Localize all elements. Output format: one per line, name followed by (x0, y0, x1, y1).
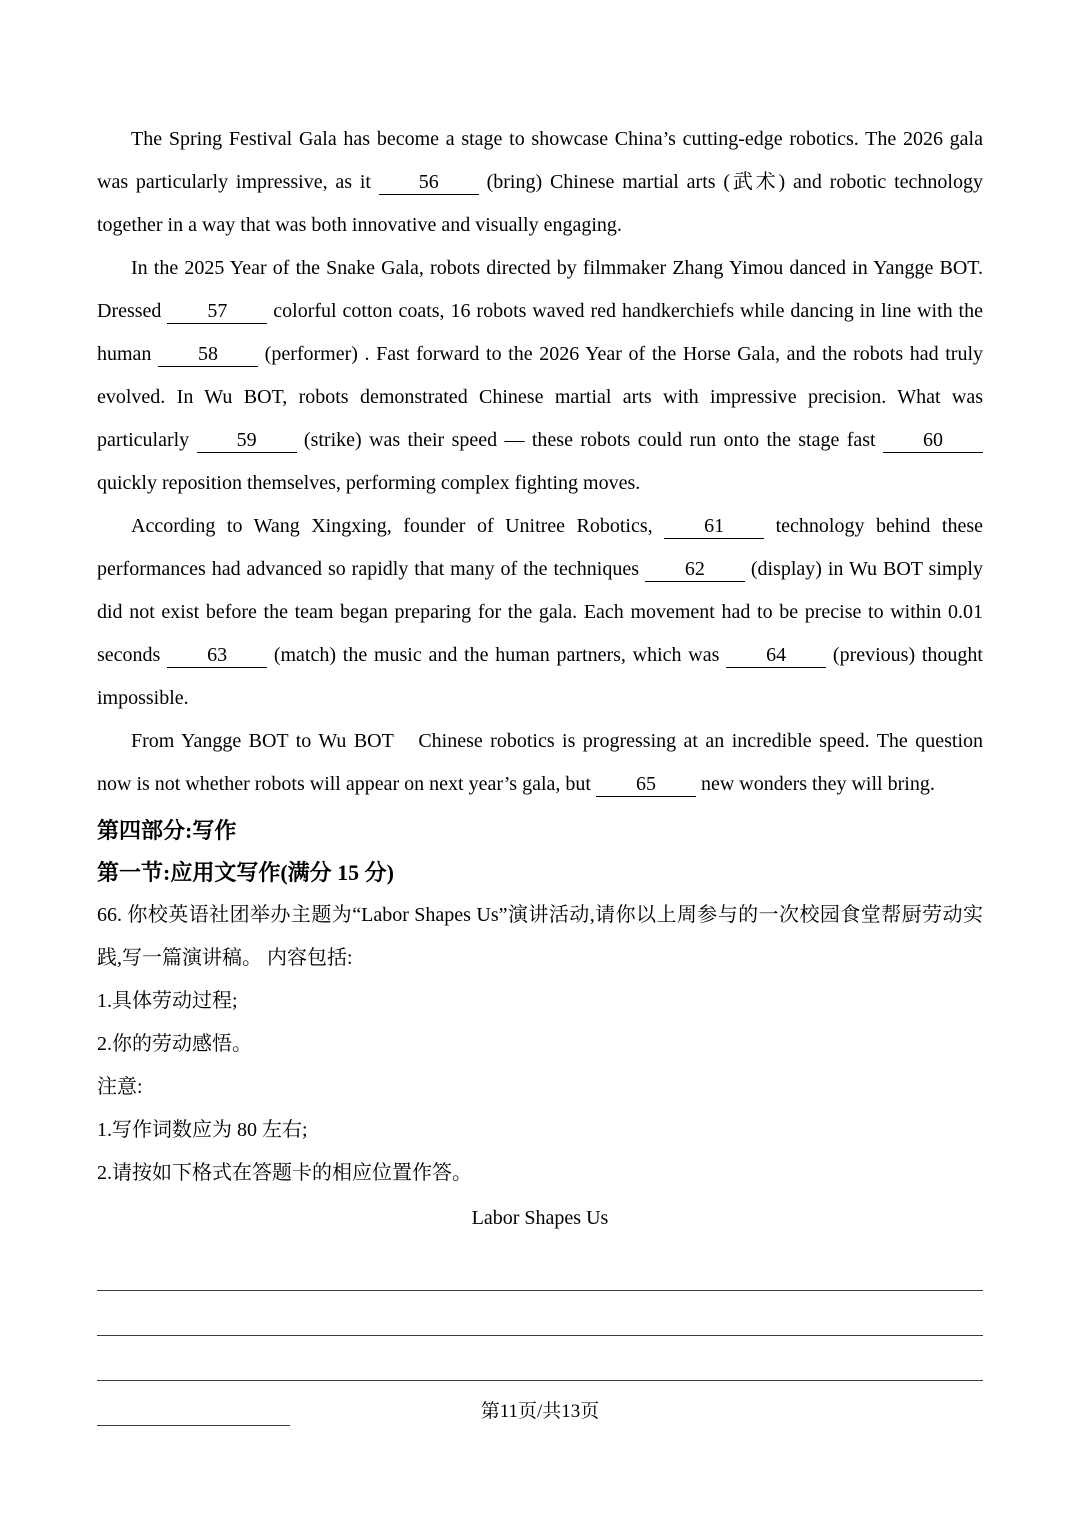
passage-text: (match) the music and the human partners, which was (267, 644, 727, 666)
passage-text: new wonders they will bring. (695, 773, 935, 795)
prompt-line: 66. 你校英语社团举办主题为“Labor Shapes Us”演讲活动,请你以上周参与的一次校园食堂帮厨劳动实践,写一篇演讲稿。 内容包括: (97, 904, 983, 969)
passage-text: colorful cotton coats, 16 robots waved red handkerchiefs while dancing in line with the human (97, 300, 983, 365)
blank-57: 57 (167, 299, 267, 324)
passage-paragraph (97, 118, 983, 247)
passage-text: (previous) thought impossible. (97, 644, 983, 709)
page-footer: 第11页/共13页 (480, 1401, 600, 1422)
answer-line (97, 1336, 983, 1381)
passage-text: (performer) . Fast forward to the 2026 Year of the Horse Gala, and the robots had truly evolved. In Wu BOT, robots demonstrated Chinese martial arts with impressive precision. What was particularly (97, 343, 983, 451)
section-heading: 第一节:应用文写作(满分 15 分) (97, 860, 394, 885)
passage-text: According to Wang Xingxing, founder of Unitree Robotics, (131, 515, 665, 537)
passage-paragraph (97, 505, 983, 720)
blank-58: 58 (158, 342, 258, 367)
blank-64: 64 (726, 643, 826, 668)
prompt-line: 1.具体劳动过程; (97, 990, 238, 1012)
answer-line (97, 1246, 983, 1291)
blank-56: 56 (379, 170, 479, 195)
passage-text: (strike) was their speed — these robots could run onto the stage fast (296, 429, 883, 451)
passage-text: From Yangge BOT to Wu BOT Chinese robotics is progressing at an incredible speed. The question now is not whether robots will appear on next year’s gala, but (97, 730, 983, 795)
writing-prompt (97, 894, 983, 1195)
prompt-line: 1.写作词数应为 80 左右; (97, 1119, 308, 1141)
answer-line (97, 1291, 983, 1336)
blank-61: 61 (664, 514, 764, 539)
blank-63: 63 (167, 643, 267, 668)
passage-paragraph (97, 720, 983, 806)
prompt-line: 注意: (97, 1076, 143, 1098)
passage-text: technology behind these performances had advanced so rapidly that many of the techniques (97, 515, 983, 580)
passage-paragraph (97, 247, 983, 505)
prompt-line: 2.你的劳动感悟。 (97, 1033, 252, 1055)
passage-text: (bring) Chinese martial arts (武术) and robotic technology together in a way that was both innovative and visually engaging. (97, 171, 983, 236)
blank-65: 65 (596, 772, 696, 797)
blank-59: 59 (197, 428, 297, 453)
essay-title: Labor Shapes Us (471, 1207, 609, 1229)
blank-60: 60 (883, 428, 983, 453)
prompt-line: 2.请按如下格式在答题卡的相应位置作答。 (97, 1162, 472, 1184)
cloze-passage (97, 118, 983, 806)
blank-62: 62 (645, 557, 745, 582)
passage-text: In the 2025 Year of the Snake Gala, robots directed by filmmaker Zhang Yimou danced in Yangge BOT. Dressed (97, 257, 983, 322)
part-heading: 第四部分:写作 (97, 818, 237, 843)
passage-text: The Spring Festival Gala has become a stage to showcase China’s cutting-edge robotics. The 2026 gala was particularly impressive, as it (97, 128, 983, 193)
passage-text: (display) in Wu BOT simply did not exist before the team began preparing for the gala. Each movement had to be precise to within 0.01 seconds (97, 558, 983, 666)
passage-text: quickly reposition themselves, performing complex fighting moves. (97, 472, 641, 494)
